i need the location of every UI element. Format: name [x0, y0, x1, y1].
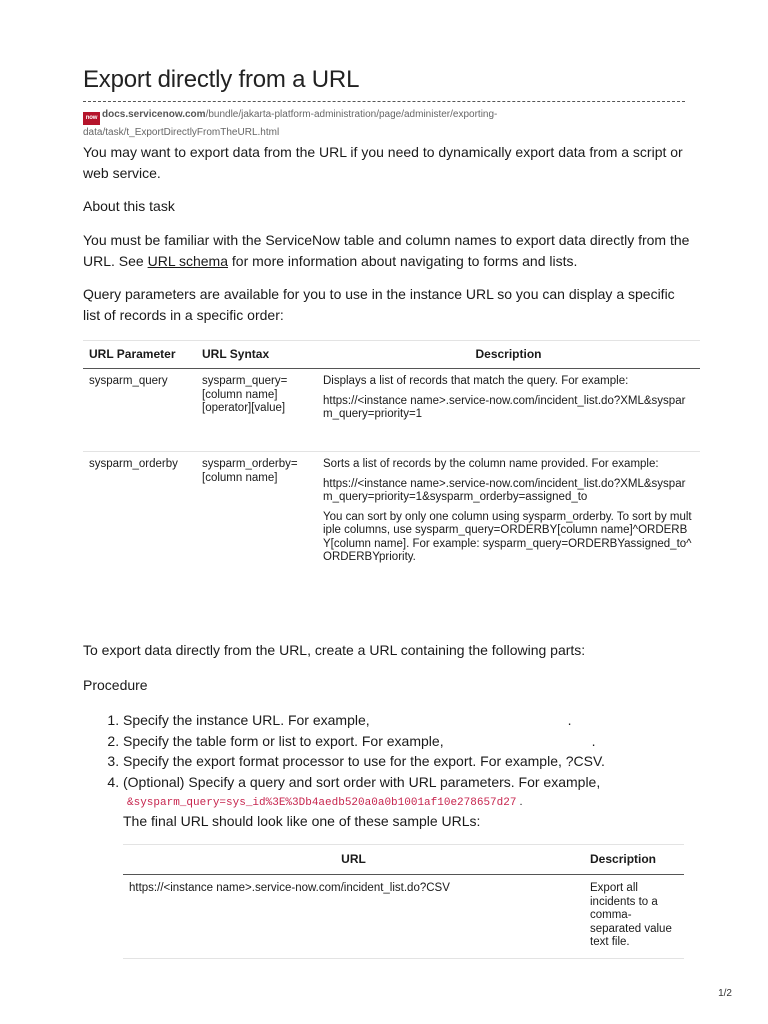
url-description-cell: Export all incidents to a comma-separated value text file.	[584, 875, 684, 959]
about-task-heading: About this task	[83, 198, 175, 214]
url-cell: https://<instance name>.service-now.com/incident_list.do?CSV	[123, 875, 584, 959]
list-item: 2. Specify the table form or list to export. For example, .	[123, 731, 703, 752]
list-item: 3. Specify the export format processor to use for the export. For example, ?CSV.	[123, 751, 703, 772]
source-path[interactable]: /bundle/jakarta-platform-administration/page/administer/exporting-data/task/t_ExportDirectlyFromTheURL.html	[83, 109, 498, 138]
sample-url-table	[123, 844, 684, 959]
page-title: Export directly from a URL	[83, 66, 360, 93]
table-row	[83, 369, 700, 452]
column-header-url: URL	[123, 845, 584, 875]
description-cell: Sorts a list of records by the column name provided. For example: https://<instance name>.service-now.com/incident_list.do?XML&sysparm_query=priority=1&sysparm_orderby=assigned_to You can sort by only one column using sysparm_orderby. To sort by multiple columns, use sysparm_query=ORDERBY[column name]^ORDERBY[column name]. For example: sysparm_query=ORDERBYassigned_to^ORDERBYpriority.	[323, 458, 692, 563]
procedure-heading: Procedure	[83, 677, 148, 693]
procedure-steps	[83, 710, 703, 814]
param-cell: sysparm_query	[83, 369, 196, 452]
intro-paragraph: You may want to export data from the URL if you need to dynamically export data from a script or web service.	[83, 144, 683, 181]
param-cell: sysparm_orderby	[89, 458, 178, 470]
column-header-description: Description	[317, 341, 700, 369]
final-url-text: The final URL should look like one of these sample URLs:	[123, 813, 481, 829]
familiar-paragraph: You must be familiar with the ServiceNow table and column names to export data directly from the URL. See URL schema for more information about navigating to forms and lists.	[83, 232, 690, 269]
url-schema-link[interactable]: URL schema	[147, 253, 228, 269]
query-code-snippet: &sysparm_query=sys_id%3E%3Db4aedb520a0a0b1001af10e278657d27 .	[127, 796, 523, 809]
servicenow-logo-icon: now	[83, 112, 100, 125]
column-header-parameter: URL Parameter	[83, 341, 196, 369]
title-divider	[83, 101, 685, 102]
source-domain[interactable]: docs.servicenow.com	[102, 109, 206, 120]
source-url[interactable]	[83, 107, 623, 140]
table-row	[83, 452, 700, 581]
table-row	[123, 875, 684, 959]
column-header-url-description: Description	[584, 845, 684, 875]
syntax-cell: sysparm_orderby=[column name]	[202, 458, 298, 484]
description-cell: Displays a list of records that match the query. For example: https://<instance name>.service-now.com/incident_list.do?XML&sysparm_query=priority=1	[317, 369, 700, 452]
list-item: 1. Specify the instance URL. For example, .	[123, 710, 703, 731]
column-header-syntax: URL Syntax	[196, 341, 317, 369]
query-intro-paragraph: Query parameters are available for you to use in the instance URL so you can display a specific list of records in a specific order:	[83, 286, 675, 323]
list-item: 4. (Optional) Specify a query and sort order with URL parameters. For example, &sysparm_query=sys_id%3E%3Db4aedb520a0a0b1001af10e278657d27 .	[123, 772, 703, 814]
page-number: 1/2	[718, 988, 732, 999]
syntax-cell: sysparm_query=[column name][operator][value]	[196, 369, 317, 452]
url-parameter-table	[83, 340, 700, 581]
export-intro-paragraph: To export data directly from the URL, create a URL containing the following parts:	[83, 642, 586, 658]
